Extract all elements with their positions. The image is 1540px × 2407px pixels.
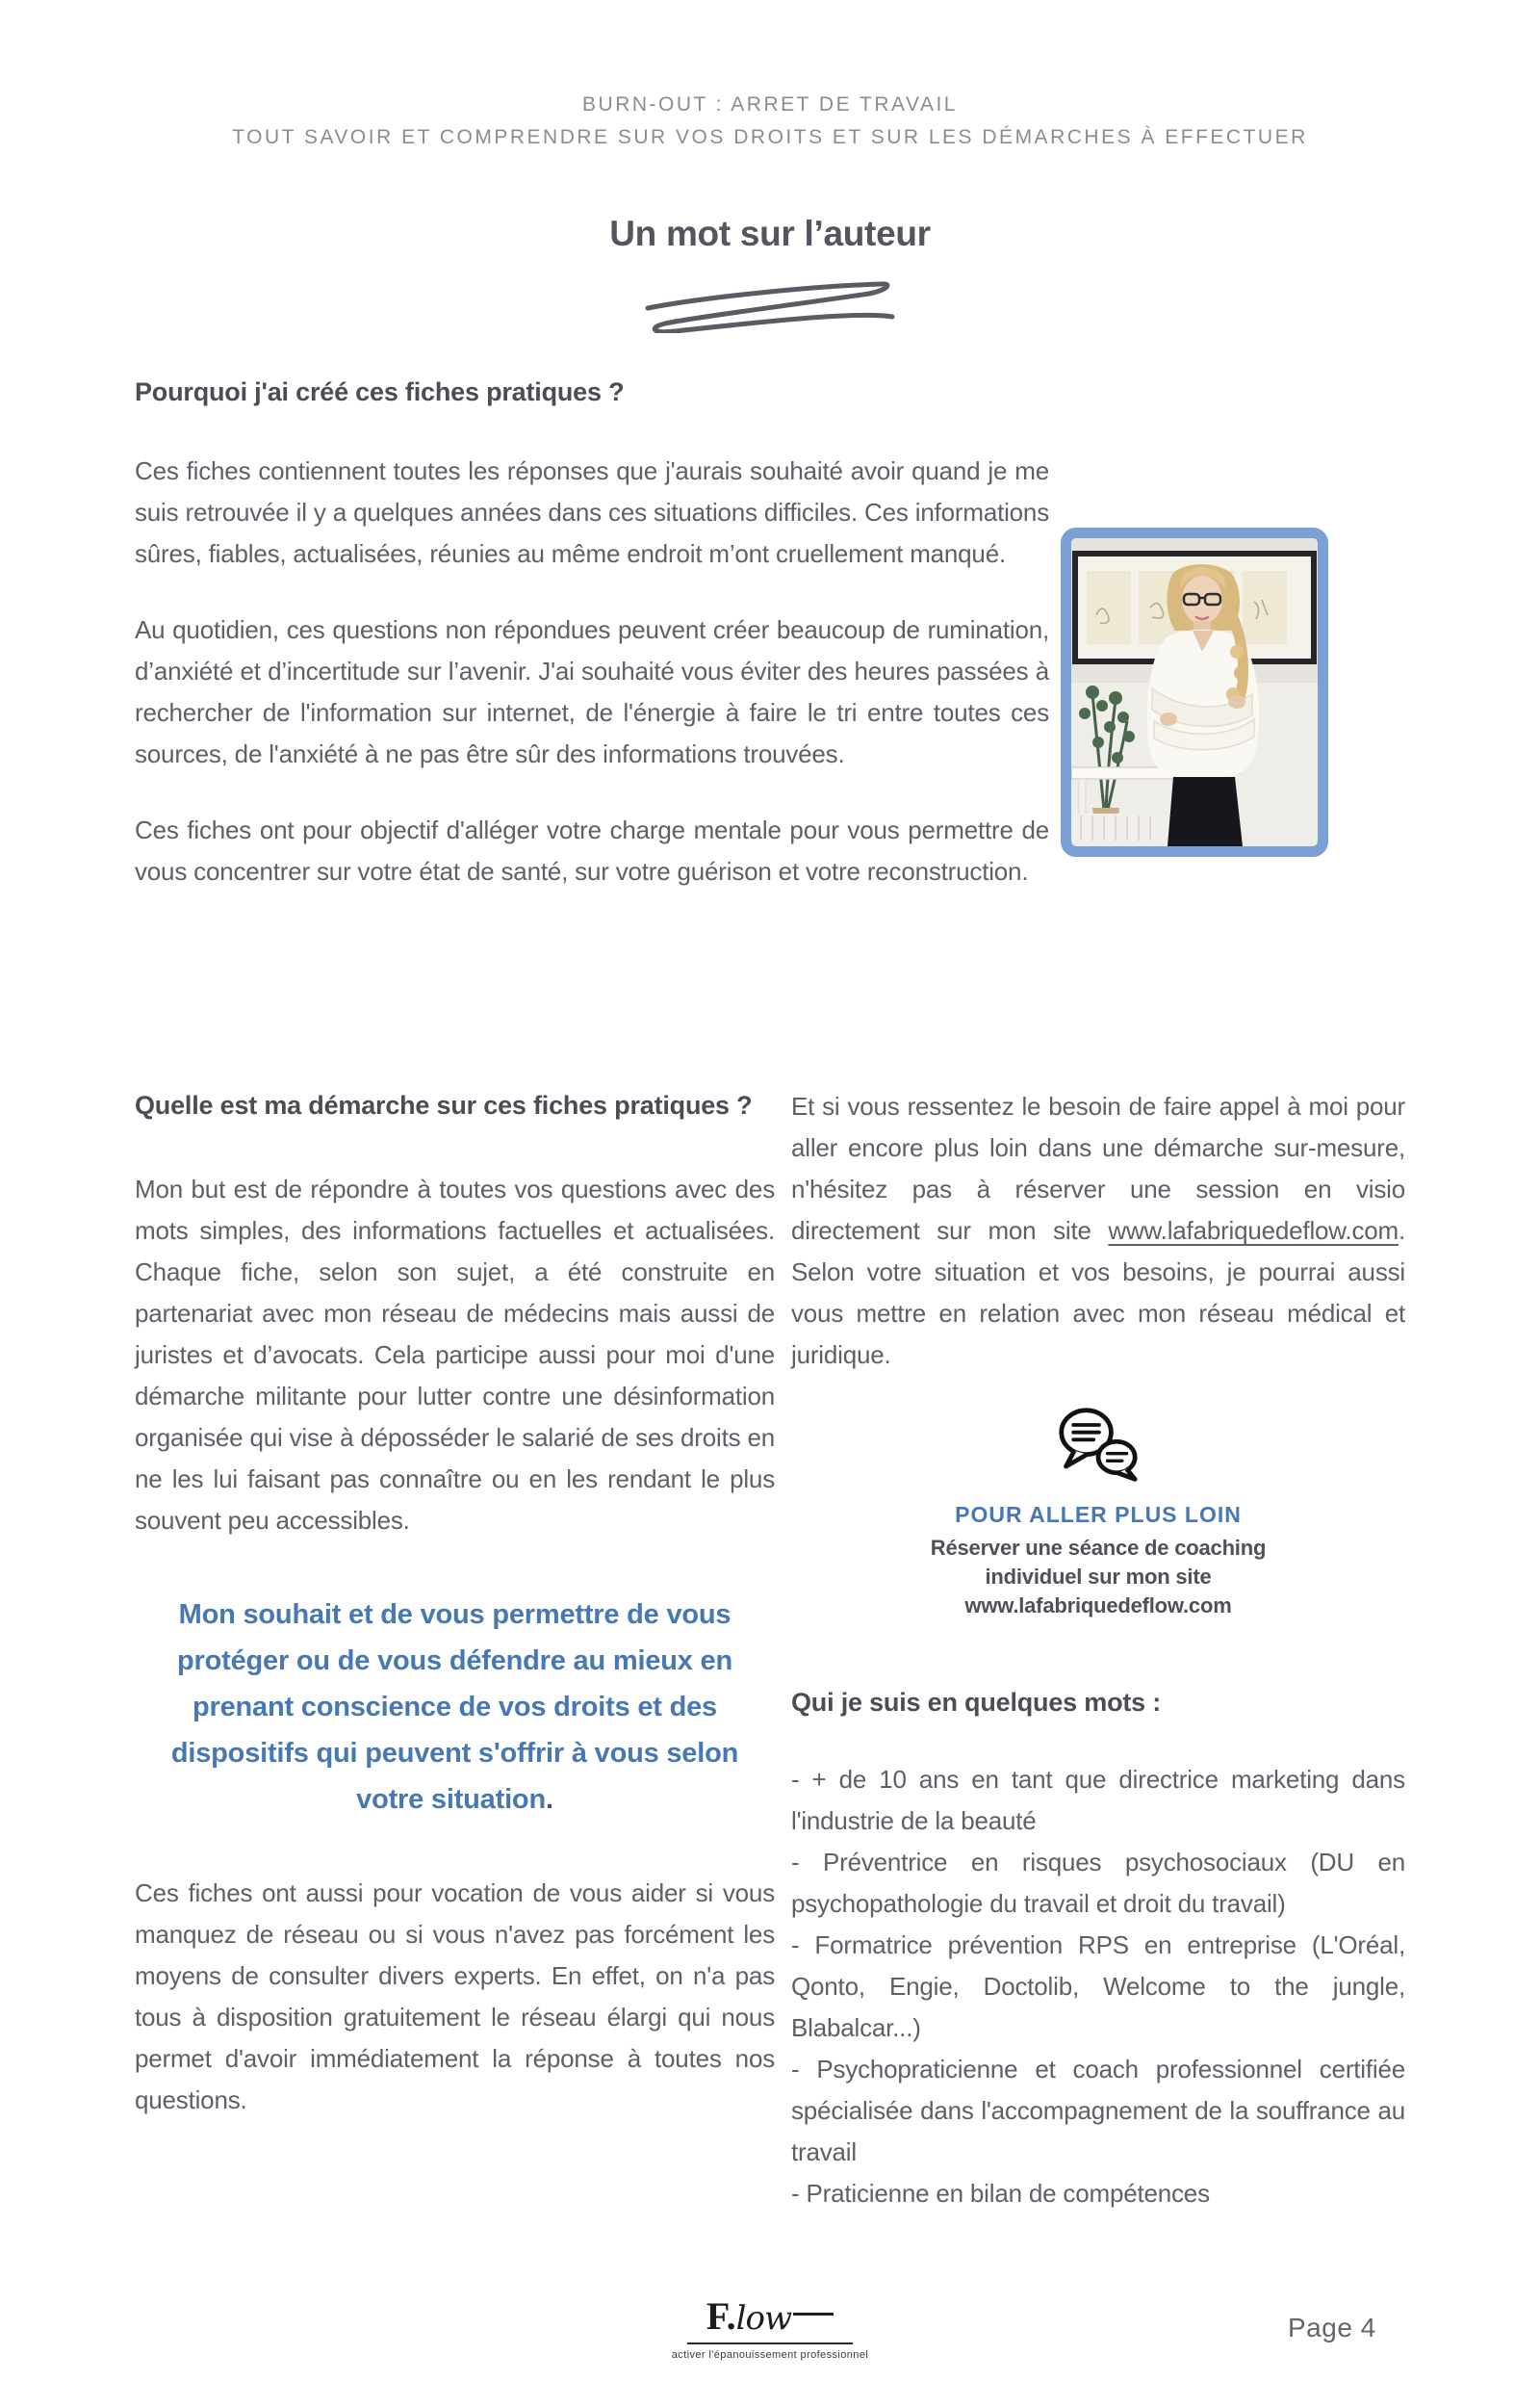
author-photo-illustration: [1071, 538, 1318, 846]
list-item: - Formatrice prévention RPS en entreprise (L'Oréal, Qonto, Engie, Doctolib, Welcome to the jungle, Blabalcar...): [791, 1930, 1405, 2042]
two-column-section: [135, 1086, 1405, 2214]
highlight-text: Mon souhait et de vous permettre de vous protéger ou de vous défendre au mieux en prenant conscience de vos droits et des dispositifs qui peuvent s'offrir à vous selon votre situation: [170, 1599, 739, 1815]
left-column: [135, 1086, 775, 2214]
who-heading: Qui je suis en quelques mots :: [791, 1688, 1162, 1717]
list-item: - Psychopraticienne et coach professionnel certifiée spécialisée dans l'accompagnement de la souffrance au travail: [791, 2055, 1405, 2166]
paragraph-text-before-link: Et si vous ressentez le besoin de faire appel à moi pour aller encore plus loin dans une démarche sur-mesure, n'hésitez pas à réserver une session en visio directement sur mon site: [791, 1092, 1405, 1245]
document-header: [0, 89, 1540, 154]
header-line-1: BURN-OUT : ARRET DE TRAVAIL: [582, 93, 958, 116]
page-title: Un mot sur l’auteur: [609, 214, 931, 253]
website-link[interactable]: www.lafabriquedeflow.com: [1108, 1216, 1399, 1245]
highlight-statement: [135, 1592, 775, 1823]
list-item: - Préventrice en risques psychosociaux (DU en psychopathologie du travail et droit du travail): [791, 1848, 1405, 1918]
highlight-period: .: [545, 1784, 553, 1815]
brand-logo: [664, 2293, 876, 2361]
logo-divider: [687, 2342, 853, 2344]
coaching-callout: [791, 1405, 1405, 1620]
left-column-paragraph-1: Mon but est de répondre à toutes vos questions avec des mots simples, des informations factuelles et actualisées. Chaque fiche, selon son sujet, a été construite en partenariat avec mon réseau de médecins mais aussi de juristes et d’avocats. Cela participe aussi pour moi d'une démarche militante pour lutter contre une désinformation organisée qui vise à déposséder le salarié de ses droits en ne les lui faisant pas connaître ou en les rendant le plus souvent peu accessibles.: [135, 1175, 775, 1535]
page-number: Page 4: [1288, 2313, 1376, 2342]
callout-caption: [791, 1534, 1405, 1620]
author-photo: [1061, 528, 1328, 857]
list-item: - + de 10 ans en tant que directrice marketing dans l'industrie de la beauté: [791, 1765, 1405, 1835]
left-column-paragraph-2: Ces fiches ont aussi pour vocation de vous aider si vous manquez de réseau ou si vous n'avez pas forcément les moyens de consulter divers experts. En effet, on n'a pas tous à disposition gratuitement le réseau élargi qui nous permet d'avoir immédiatement la réponse à toutes nos questions.: [135, 1878, 775, 2114]
intro-heading: Pourquoi j'ai créé ces fiches pratiques ?: [135, 377, 625, 406]
logo-wordmark: [664, 2293, 876, 2339]
intro-paragraph-1: Ces fiches contiennent toutes les réponses que j'aurais souhaité avoir quand je me suis retrouvée il y a quelques années dans ces situations difficiles. Ces informations sûres, fiables, actualisées, réunies au même endroit m’ont cruellement manqué.: [135, 456, 1049, 568]
logo-letter: F.: [706, 2294, 736, 2338]
who-list: [791, 1759, 1405, 2214]
paragraph-text-after-link: . Selon votre situation et vos besoins, je pourrai aussi vous mettre en relation avec mon réseau médical et juridique.: [791, 1216, 1405, 1369]
callout-title: POUR ALLER PLUS LOIN: [955, 1502, 1242, 1527]
right-column: [791, 1086, 1405, 2214]
intro-paragraph-3: Ces fiches ont pour objectif d'alléger votre charge mentale pour vous permettre de vous concentrer sur votre état de santé, sur votre guérison et votre reconstruction.: [135, 815, 1049, 886]
logo-tagline: activer l'épanouissement professionnel: [671, 2349, 869, 2361]
logo-flourish-line: [793, 2313, 834, 2316]
logo-script-text: low: [735, 2299, 792, 2338]
left-column-heading: Quelle est ma démarche sur ces fiches pratiques ?: [135, 1091, 753, 1120]
intro-section: [135, 374, 1049, 927]
title-flourish: [0, 273, 1540, 338]
callout-caption-line-3: www.lafabriquedeflow.com: [964, 1593, 1232, 1618]
right-column-paragraph-1: [791, 1086, 1405, 1376]
chat-bubbles-icon: [1052, 1405, 1144, 1488]
scribble-underline-icon: [640, 273, 900, 333]
intro-paragraph-2: Au quotidien, ces questions non répondues peuvent créer beaucoup de rumination, d’anxiété et d’incertitude sur l’avenir. J'ai souhaité vous éviter des heures passées à rechercher de l'information sur internet, de l'énergie à faire le tri entre toutes ces sources, de l'anxiété à ne pas être sûr des informations trouvées.: [135, 615, 1049, 768]
list-item: - Praticienne en bilan de compétences: [791, 2179, 1210, 2208]
header-line-2: TOUT SAVOIR ET COMPRENDRE SUR VOS DROITS ET SUR LES DÉMARCHES À EFFECTUER: [232, 126, 1308, 148]
callout-caption-line-2: individuel sur mon site: [985, 1565, 1212, 1589]
callout-caption-line-1: Réserver une séance de coaching: [930, 1536, 1267, 1560]
